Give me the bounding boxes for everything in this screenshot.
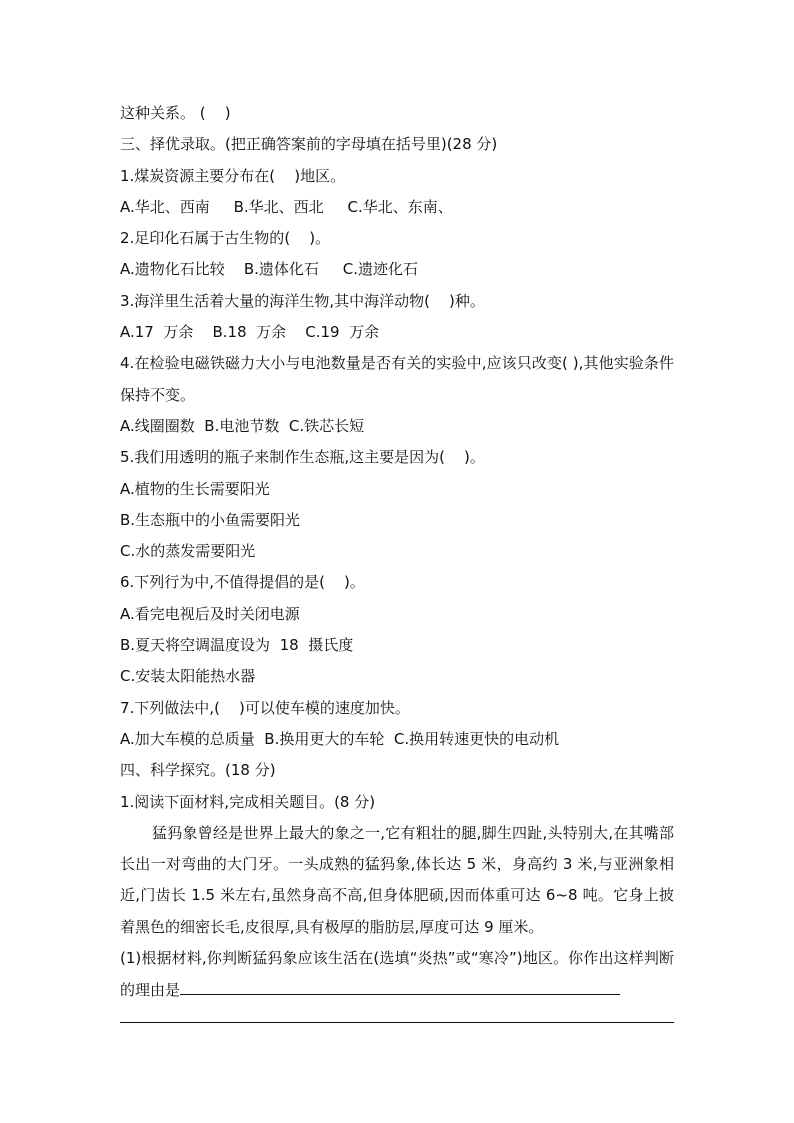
option-5b: B.生态瓶中的小鱼需要阳光 (120, 510, 301, 529)
options-4: A.线圈圈数 B.电池节数 C.铁芯长短 (120, 416, 365, 435)
option-6a: A.看完电视后及时关闭电源 (120, 604, 300, 623)
answer-blank-1[interactable] (180, 974, 620, 995)
options-7: A.加大车模的总质量 B.换用更大的车轮 C.换用转速更快的电动机 (120, 729, 560, 748)
option-6c: C.安装太阳能热水器 (120, 667, 256, 686)
option-5a: A.植物的生长需要阳光 (120, 479, 270, 498)
inquiry-1-title: 1.阅读下面材料,完成相关题目。(8 分) (120, 792, 376, 811)
question-7: 7.下列做法中,( )可以使车模的速度加快。 (120, 698, 410, 717)
question-4: 4.在检验电磁铁磁力大小与电池数量是否有关的实验中,应该只改变( ),其他实验条件保持不变。 (120, 354, 674, 404)
option-5c: C.水的蒸发需要阳光 (120, 542, 256, 561)
reading-passage: 猛犸象曾经是世界上最大的象之一,它有粗壮的腿,脚生四趾,头特别大,在其嘴部长出一对弯曲的大门牙。一头成熟的猛犸象,体长达 5 米，身高约 3 米,与亚洲象相近,门齿长 1.5 米左右,虽然身高不高,但身体肥硕,因而体重可达 6~8 吨。它身上披着黑色的细密长毛,皮很厚,具有极厚的脂肪层,厚度可达 9 厘米。 (120, 823, 674, 936)
options-3: A.17 万余 B.18 万余 C.19 万余 (120, 323, 380, 342)
section-title-3: 三、择优录取。(把正确答案前的字母填在括号里)(28 分) (120, 135, 498, 154)
answer-blank-2[interactable] (120, 1021, 674, 1023)
section-title-4: 四、科学探究。(18 分) (120, 761, 276, 780)
question-3: 3.海洋里生活着大量的海洋生物,其中海洋动物( )种。 (120, 291, 485, 310)
sub-question-1 (120, 943, 674, 1007)
exam-page (120, 98, 674, 1023)
question-tail: 这种关系。 ( ) (120, 104, 231, 122)
options-2: A.遗物化石比较 B.遗体化石 C.遗迹化石 (120, 260, 418, 279)
options-1: A.华北、西南 B.华北、西北 C.华北、东南、 (120, 197, 453, 216)
question-5: 5.我们用透明的瓶子来制作生态瓶,这主要是因为( )。 (120, 448, 485, 467)
question-1: 1.煤炭资源主要分布在( )地区。 (120, 166, 346, 185)
option-6b: B.夏天将空调温度设为 18 摄氏度 (120, 636, 354, 655)
sub-question-1-text: (1)根据材料,你判断猛犸象应该生活在(选填“炎热”或“寒冷”)地区。你作出这样判断的理由是 (120, 949, 674, 1000)
question-2: 2.足印化石属于古生物的( )。 (120, 229, 331, 248)
question-6: 6.下列行为中,不值得提倡的是( )。 (120, 573, 365, 592)
